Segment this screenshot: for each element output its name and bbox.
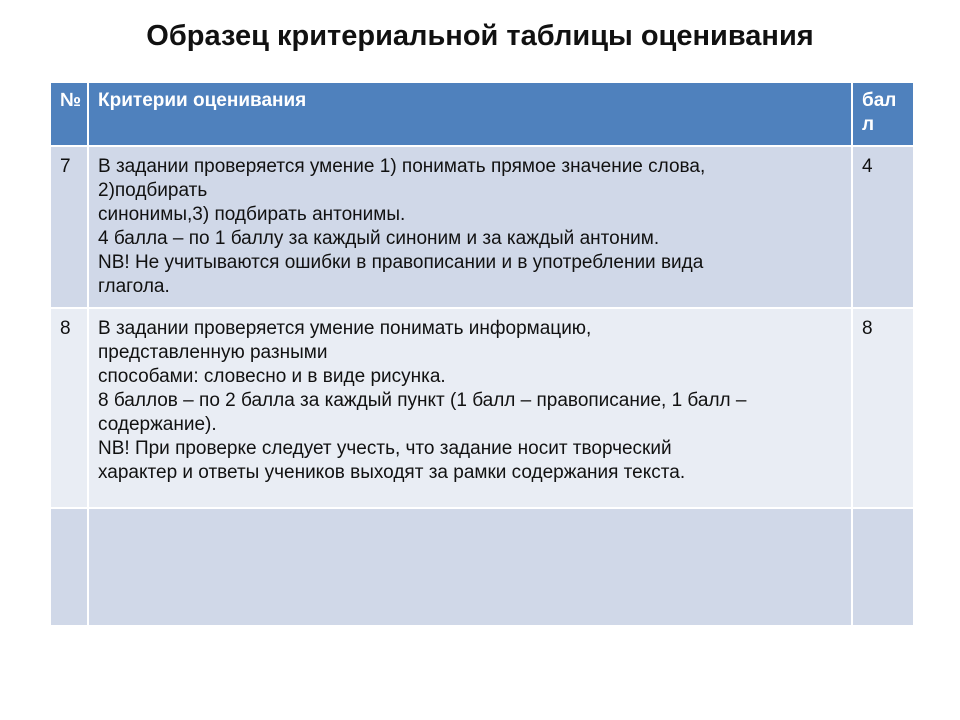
header-score-line-2: л: [862, 114, 875, 135]
row-criteria: [88, 146, 852, 308]
criteria-line: В задании проверяется умение понимать информацию,: [98, 318, 592, 339]
row-score: [852, 508, 914, 626]
criteria-line: NB! При проверке следует учесть, что задание носит творческий: [98, 438, 672, 459]
criteria-line: синонимы,3) подбирать антонимы.: [98, 204, 406, 225]
criteria-line: NB! Не учитываются ошибки в правописании и в употреблении вида: [98, 252, 704, 273]
table-header-row: [50, 82, 914, 146]
criteria-table: [49, 81, 915, 627]
row-number: [50, 508, 88, 626]
criteria-line: В задании проверяется умение 1) понимать прямое значение слова,: [98, 156, 706, 177]
row-criteria: [88, 508, 852, 626]
criteria-line: способами: словесно и в виде рисунка.: [98, 366, 446, 387]
header-score: [852, 82, 914, 146]
table-row: [50, 308, 914, 508]
criteria-line: 8 баллов – по 2 балла за каждый пункт (1 балл – правописание, 1 балл –: [98, 390, 747, 411]
criteria-line: представленную разными: [98, 342, 328, 363]
header-score-line-1: бал: [862, 90, 897, 111]
criteria-line: характер и ответы учеников выходят за рамки содержания текста.: [98, 462, 686, 483]
criteria-line: глагола.: [98, 276, 170, 297]
row-number: 7: [50, 146, 88, 308]
row-number: 8: [50, 308, 88, 508]
row-criteria: [88, 308, 852, 508]
header-number: №: [50, 82, 88, 146]
criteria-line: 4 балла – по 1 баллу за каждый синоним и за каждый антоним.: [98, 228, 660, 249]
table-row: [50, 508, 914, 626]
header-criteria: Критерии оценивания: [88, 82, 852, 146]
row-score: 8: [852, 308, 914, 508]
criteria-line: 2)подбирать: [98, 180, 208, 201]
page-title: Образец критериальной таблицы оценивания: [146, 20, 814, 52]
criteria-line: содержание).: [98, 414, 217, 435]
row-score: 4: [852, 146, 914, 308]
table-row: [50, 146, 914, 308]
